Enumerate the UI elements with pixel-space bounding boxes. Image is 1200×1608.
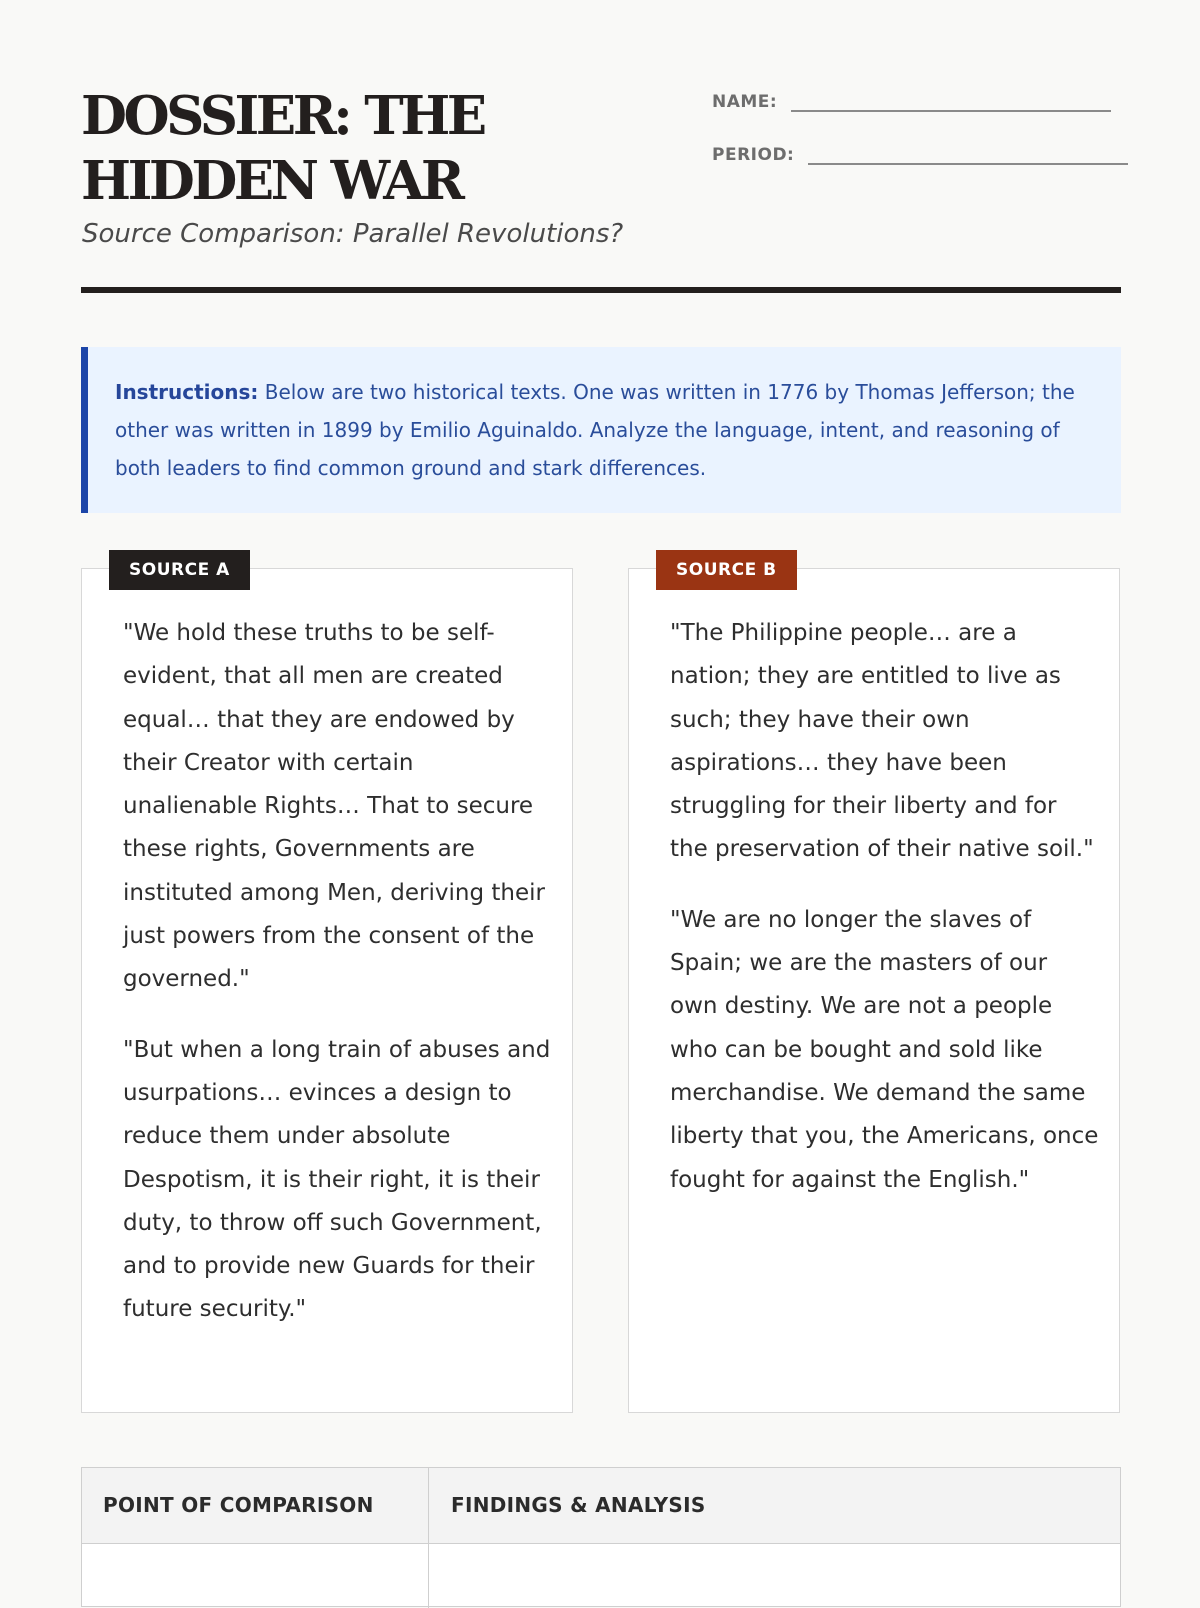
- page-title: [81, 84, 484, 214]
- header-divider: [81, 287, 1121, 293]
- title-line-2: HIDDEN WAR: [81, 150, 462, 212]
- instructions-lead: Instructions:: [115, 380, 259, 404]
- name-label: NAME:: [712, 92, 778, 112]
- source-b-quotes: [670, 612, 1100, 1229]
- source-a-quote-2: "But when a long train of abuses and usurpations… evinces a design to reduce them under absolute Despotism, it is their right, it is their duty, to throw off such Government, and to provide new Guards for their future security.": [123, 1036, 551, 1323]
- source-a-quote-1: "We hold these truths to be self-evident, that all men are created equal… that they are endowed by their Creator with certain unalienable Rights… That to secure these rights, Governments are instituted among Men, deriving their just powers from the consent of the governed.": [123, 620, 545, 993]
- source-a-tag: SOURCE A: [109, 550, 250, 590]
- table-header-row: [82, 1468, 1120, 1544]
- period-input-line[interactable]: [808, 141, 1128, 165]
- comparison-table: [81, 1467, 1121, 1607]
- period-label: PERIOD:: [712, 145, 795, 165]
- title-line-1: DOSSIER: THE: [81, 85, 484, 147]
- page-subtitle: Source Comparison: Parallel Revolutions?: [82, 219, 624, 249]
- period-field: [712, 141, 1128, 165]
- name-input-line[interactable]: [791, 88, 1111, 112]
- source-b-quote-2: "We are no longer the slaves of Spain; we are the masters of our own destiny. We are not a people who can be bought and sold like merchandise. We demand the same liberty that you, the Americans, once fought for against the English.": [670, 906, 1099, 1193]
- source-b-card: [628, 560, 1120, 1413]
- column-header-point: POINT OF COMPARISON: [103, 1493, 374, 1517]
- column-divider: [428, 1468, 429, 1608]
- column-header-findings: FINDINGS & ANALYSIS: [451, 1493, 706, 1517]
- name-field: [712, 88, 1111, 112]
- source-b-quote-1: "The Philippine people… are a nation; they are entitled to live as such; they have their own aspirations… they have been struggling for their liberty and for the preservation of their native soil.": [670, 620, 1094, 863]
- source-b-tag: SOURCE B: [656, 550, 797, 590]
- source-a-quotes: [123, 612, 553, 1359]
- source-a-card: [81, 560, 573, 1413]
- instructions-text: Below are two historical texts. One was written in 1776 by Thomas Jefferson; the other was written in 1899 by Emilio Aguinaldo. Analyze the language, intent, and reasoning of both leaders to find common ground and stark differences.: [115, 380, 1075, 480]
- instructions-box: [81, 347, 1121, 513]
